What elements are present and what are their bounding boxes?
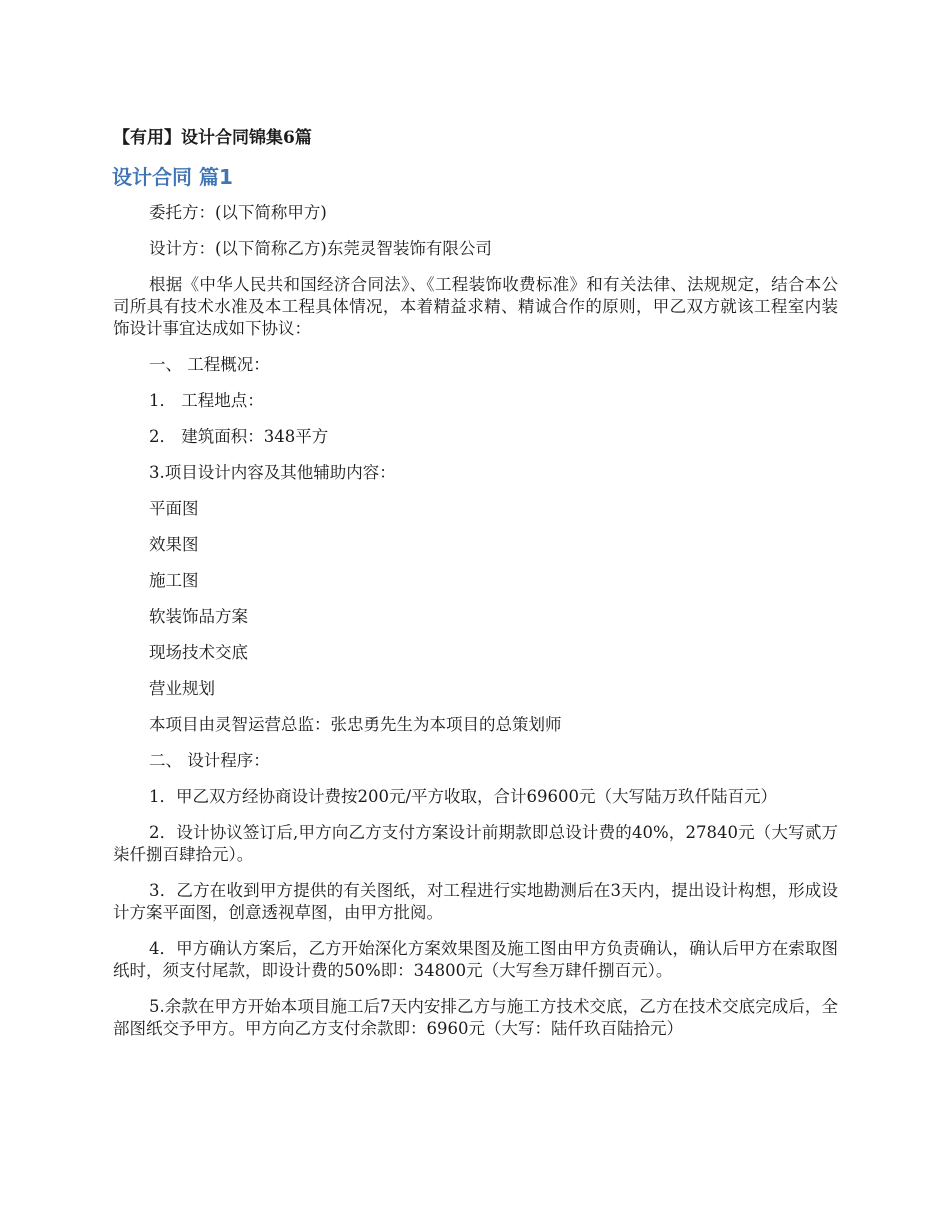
procedure-item-1: 1．甲乙双方经协商设计费按200元/平方收取，合计69600元（大写陆万玖仟陆百元） bbox=[149, 787, 778, 806]
document-body bbox=[113, 202, 838, 1054]
section-two-heading: 二、 设计程序： bbox=[149, 751, 270, 770]
procedure-item-2: 2．设计协议签订后,甲方向乙方支付方案设计前期款即总设计费的40%，27840元（大写贰万柒仟捌百肆拾元）。 bbox=[113, 823, 838, 864]
list-item: 营业规划 bbox=[149, 679, 215, 698]
preamble-paragraph: 根据《中华人民共和国经济合同法》、《工程装饰收费标准》和有关法律、法规规定，结合本公司所具有技术水准及本工程具体情况，本着精益求精、精诚合作的原则，甲乙双方就该工程室内装饰设计事宜达成如下协议： bbox=[113, 275, 838, 338]
procedure-item-3: 3．乙方在收到甲方提供的有关图纸，对工程进行实地勘测后在3天内，提出设计构想，形成设计方案平面图，创意透视草图，由甲方批阅。 bbox=[113, 881, 838, 922]
document-title: 【有用】设计合同锦集6篇 bbox=[113, 128, 312, 148]
section-heading: 设计合同 篇1 bbox=[112, 165, 233, 189]
list-item: 平面图 bbox=[149, 499, 199, 518]
list-item: 施工图 bbox=[149, 571, 199, 590]
procedure-item-4: 4．甲方确认方案后，乙方开始深化方案效果图及施工图由甲方负责确认，确认后甲方在索取图纸时，须支付尾款，即设计费的50%即：34800元（大写叁万肆仟捌百元）。 bbox=[113, 939, 838, 980]
list-item: 软装饰品方案 bbox=[149, 607, 248, 626]
design-content-item: 3.项目设计内容及其他辅助内容： bbox=[149, 463, 396, 482]
client-line: 委托方：(以下简称甲方) bbox=[149, 203, 327, 222]
procedure-item-5: 5.余款在甲方开始本项目施工后7天内安排乙方与施工方技术交底，乙方在技术交底完成后，全部图纸交予甲方。甲方向乙方支付余款即：6960元（大写：陆仟玖百陆拾元） bbox=[113, 997, 838, 1038]
designer-line: 设计方：(以下简称乙方)东莞灵智装饰有限公司 bbox=[149, 239, 492, 258]
list-item: 效果图 bbox=[149, 535, 199, 554]
building-area-item: 2． 建筑面积：348平方 bbox=[149, 427, 329, 446]
list-item: 现场技术交底 bbox=[149, 643, 248, 662]
chief-planner-paragraph: 本项目由灵智运营总监：张忠勇先生为本项目的总策划师 bbox=[149, 715, 562, 734]
project-location-item: 1． 工程地点： bbox=[149, 391, 264, 410]
section-one-heading: 一、 工程概况： bbox=[149, 355, 270, 374]
